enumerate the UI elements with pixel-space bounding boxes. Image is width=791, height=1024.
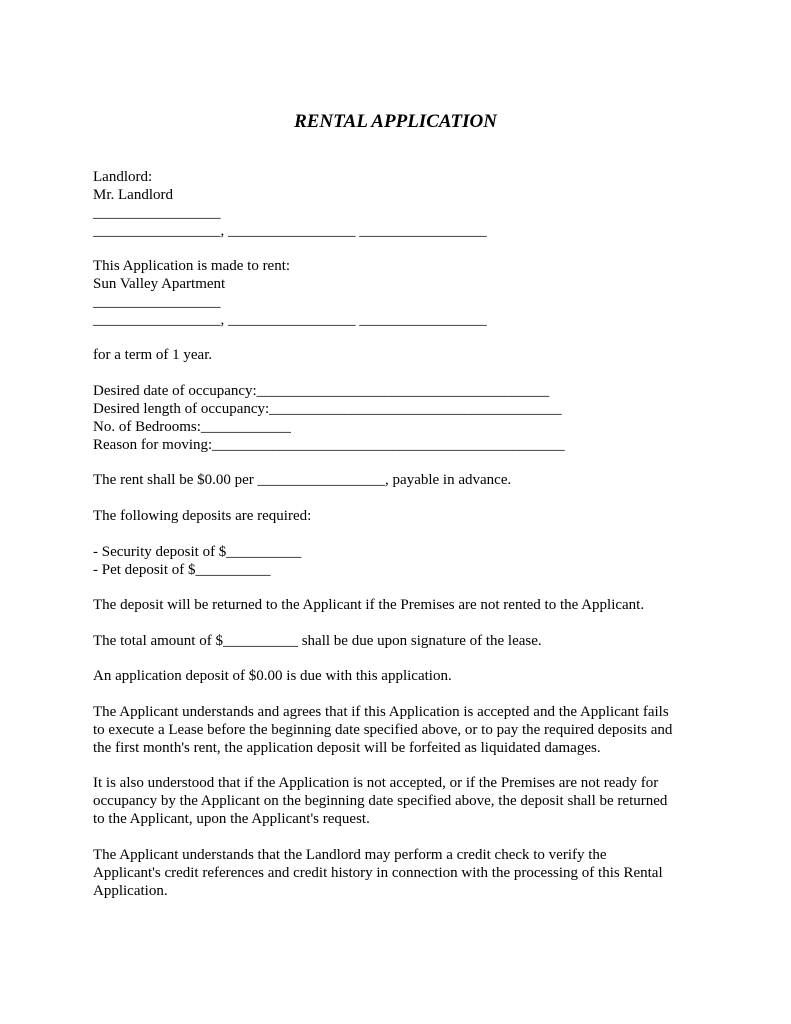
landlord-name: Mr. Landlord [93, 187, 173, 203]
forfeit-paragraph-line: The Applicant understands and agrees that if this Application is accepted and the Applicant fails [93, 704, 669, 720]
application-deposit-text: An application deposit of $0.00 is due with this application. [93, 668, 452, 684]
premises-intro: This Application is made to rent: [93, 258, 291, 274]
landlord-address-line2: _________________, _________________ _________________ [93, 223, 487, 239]
landlord-label: Landlord: [93, 169, 153, 185]
credit-paragraph-line: Applicant's credit references and credit history in connection with the processing of this Rental [93, 865, 663, 881]
total-amount-text: The total amount of $__________ shall be due upon signature of the lease. [93, 633, 542, 649]
credit-paragraph-line: Application. [93, 883, 168, 899]
premises-name: Sun Valley Apartment [93, 276, 226, 292]
deposit-return-text: The deposit will be returned to the Applicant if the Premises are not rented to the Applicant. [93, 597, 645, 613]
credit-paragraph-line: The Applicant understands that the Landlord may perform a credit check to verify the [93, 847, 607, 863]
landlord-address-line1: _________________ [93, 205, 221, 221]
return-paragraph-line: It is also understood that if the Application is not accepted, or if the Premises are not ready for [93, 775, 659, 791]
premises-address-line1: _________________ [93, 294, 221, 310]
rent-text: The rent shall be $0.00 per _________________, payable in advance. [93, 472, 512, 488]
security-deposit-field: - Security deposit of $__________ [93, 544, 302, 560]
deposits-intro: The following deposits are required: [93, 508, 312, 524]
term-text: for a term of 1 year. [93, 347, 213, 363]
premises-address-line2: _________________, _________________ _________________ [93, 312, 487, 328]
pet-deposit-field: - Pet deposit of $__________ [93, 562, 271, 578]
bedrooms-field: No. of Bedrooms:____________ [93, 419, 291, 435]
return-paragraph-line: to the Applicant, upon the Applicant's request. [93, 811, 370, 827]
desired-length-field: Desired length of occupancy:_______________________________________ [93, 401, 562, 417]
document-title: RENTAL APPLICATION [294, 111, 497, 132]
return-paragraph-line: occupancy by the Applicant on the beginning date specified above, the deposit shall be returned [93, 793, 668, 809]
forfeit-paragraph-line: the first month's rent, the application deposit will be forfeited as liquidated damages. [93, 740, 601, 756]
reason-field: Reason for moving:_______________________________________________ [93, 437, 565, 453]
desired-date-field: Desired date of occupancy:_______________________________________ [93, 383, 550, 399]
forfeit-paragraph-line: to execute a Lease before the beginning date specified above, or to pay the required deposits and [93, 722, 673, 738]
